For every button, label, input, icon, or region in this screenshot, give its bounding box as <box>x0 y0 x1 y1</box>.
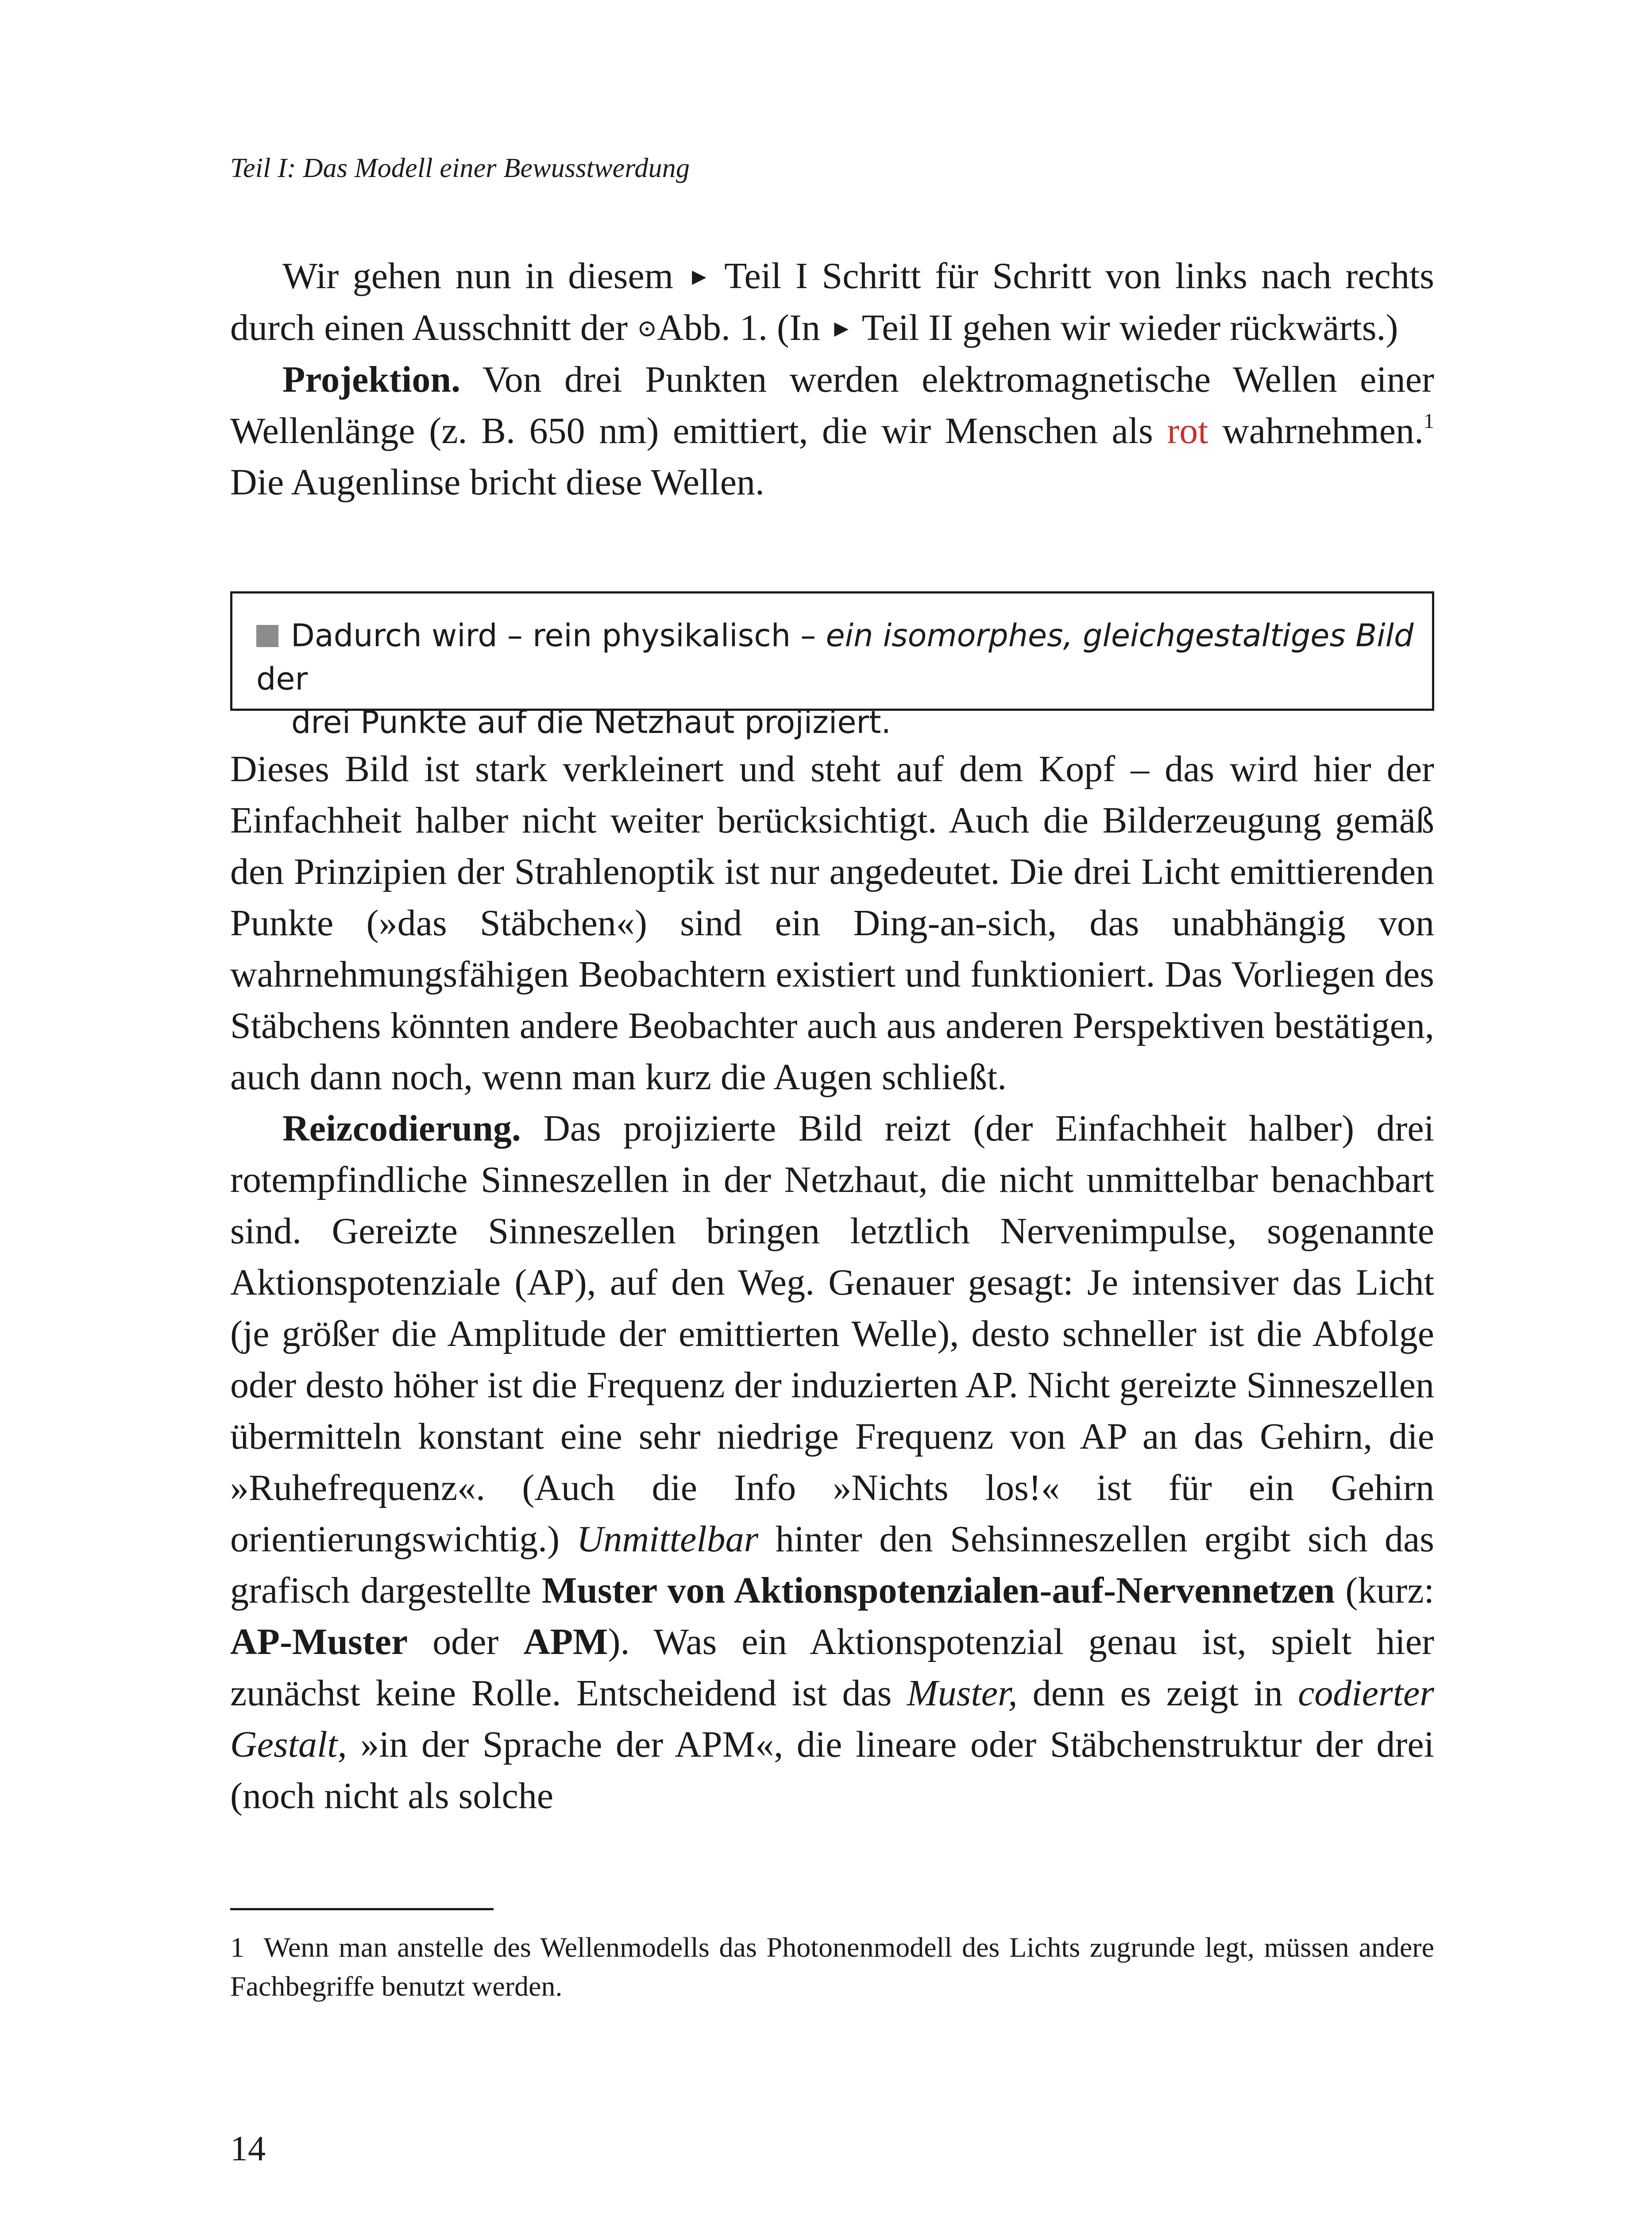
footnote-text: Wenn man anstelle des Wellenmodells das Photonenmodell des Lichts zugrunde legt, müssen andere Fachbegriffe benutzt werden. <box>230 1932 1435 2002</box>
intro-paragraph: Wir gehen nun in diesem ► Teil I Schritt für Schritt von links nach rechts durch einen Ausschnitt der ⊙Abb. 1. (In ► Teil II gehen wir wieder rückwärts.) <box>230 255 1434 348</box>
cross-reference-arrow-icon: ► <box>829 315 853 342</box>
section-heading: Reizcodierung. <box>282 1108 521 1149</box>
page-number: 14 <box>230 2129 266 2168</box>
callout-box: Dadurch wird – rein physikalisch – ein isomorphes, gleichgestaltiges Bild der drei Punkte auf die Netzhaut projiziert. <box>230 591 1434 711</box>
running-head: Teil I: Das Modell einer Bewusstwerdung <box>230 153 690 183</box>
footnote-divider <box>230 1908 494 1910</box>
body-text-upper <box>230 251 1434 508</box>
projektion-paragraph: Projektion. Von drei Punkten werden elektromagnetische Wellen einer Wellenlänge (z. B. 650 nm) emittiert, die wir Menschen als rot wahrnehmen.$^1$ Die Augenlinse bricht diese Wellen. <box>230 359 1434 503</box>
footnote <box>230 1928 1434 2006</box>
highlighted-word-rot: rot <box>1167 410 1208 451</box>
cross-reference-arrow-icon: ► <box>687 263 711 290</box>
body-text-lower <box>230 744 1434 1822</box>
figure-reference-icon: ⊙ <box>637 315 657 342</box>
section-heading: Projektion. <box>282 359 461 400</box>
footnote-reference: 1 <box>1424 409 1434 433</box>
body-paragraph: Dieses Bild ist stark verkleinert und steht auf dem Kopf – das wird hier der Einfachheit halber nicht weiter berücksichtigt. Auch die Bilderzeugung gemäß den Prinzipien der Strahlenoptik ist nur angedeutet. Die drei Licht emittierenden Punkte (»das Stäbchen«) sind ein Ding-an-sich, das unabhängig von wahrnehmungsfähigen Beobachtern existiert und funktioniert. Das Vorliegen des Stäbchens könnten andere Beobachter auch aus anderen Perspektiven bestätigen, auch dann noch, wenn man kurz die Augen schließt. <box>230 748 1434 1098</box>
reizcodierung-paragraph: Reizcodierung. Das projizierte Bild reizt (der Einfachheit halber) drei rotempfindliche Sinneszellen in der Netzhaut, die nicht unmittelbar benachbart sind. Gereizte Sinneszellen bringen letztlich Nervenimpulse, sogenannte Aktionspotenziale (AP), auf den Weg. Genauer gesagt: Je intensiver das Licht (je größer die Amplitude der emittierten Welle), desto schneller ist die Abfolge oder desto höher ist die Frequenz der induzierten AP. Nicht gereizte Sinneszellen übermitteln konstant eine sehr niedrige Frequenz von AP an das Gehirn, die »Ruhefrequenz«. (Auch die Info »Nichts los!« ist für ein Gehirn orientierungswichtig.) Unmittelbar hinter den Sehsinneszellen ergibt sich das grafisch dargestellte Muster von Aktionspotenzialen-auf-Nervennetzen (kurz: AP-Muster oder APM). Was ein Aktionspotenzial genau ist, spielt hier zunächst keine Rolle. Entscheidend ist das Muster, denn es zeigt in codierter Gestalt, »in der Sprache der APM«, die lineare oder Stäbchenstruktur der drei (noch nicht als solche <box>230 1108 1435 1816</box>
callout-square-icon <box>256 625 278 647</box>
footnote-number: 1 <box>230 1932 244 1963</box>
